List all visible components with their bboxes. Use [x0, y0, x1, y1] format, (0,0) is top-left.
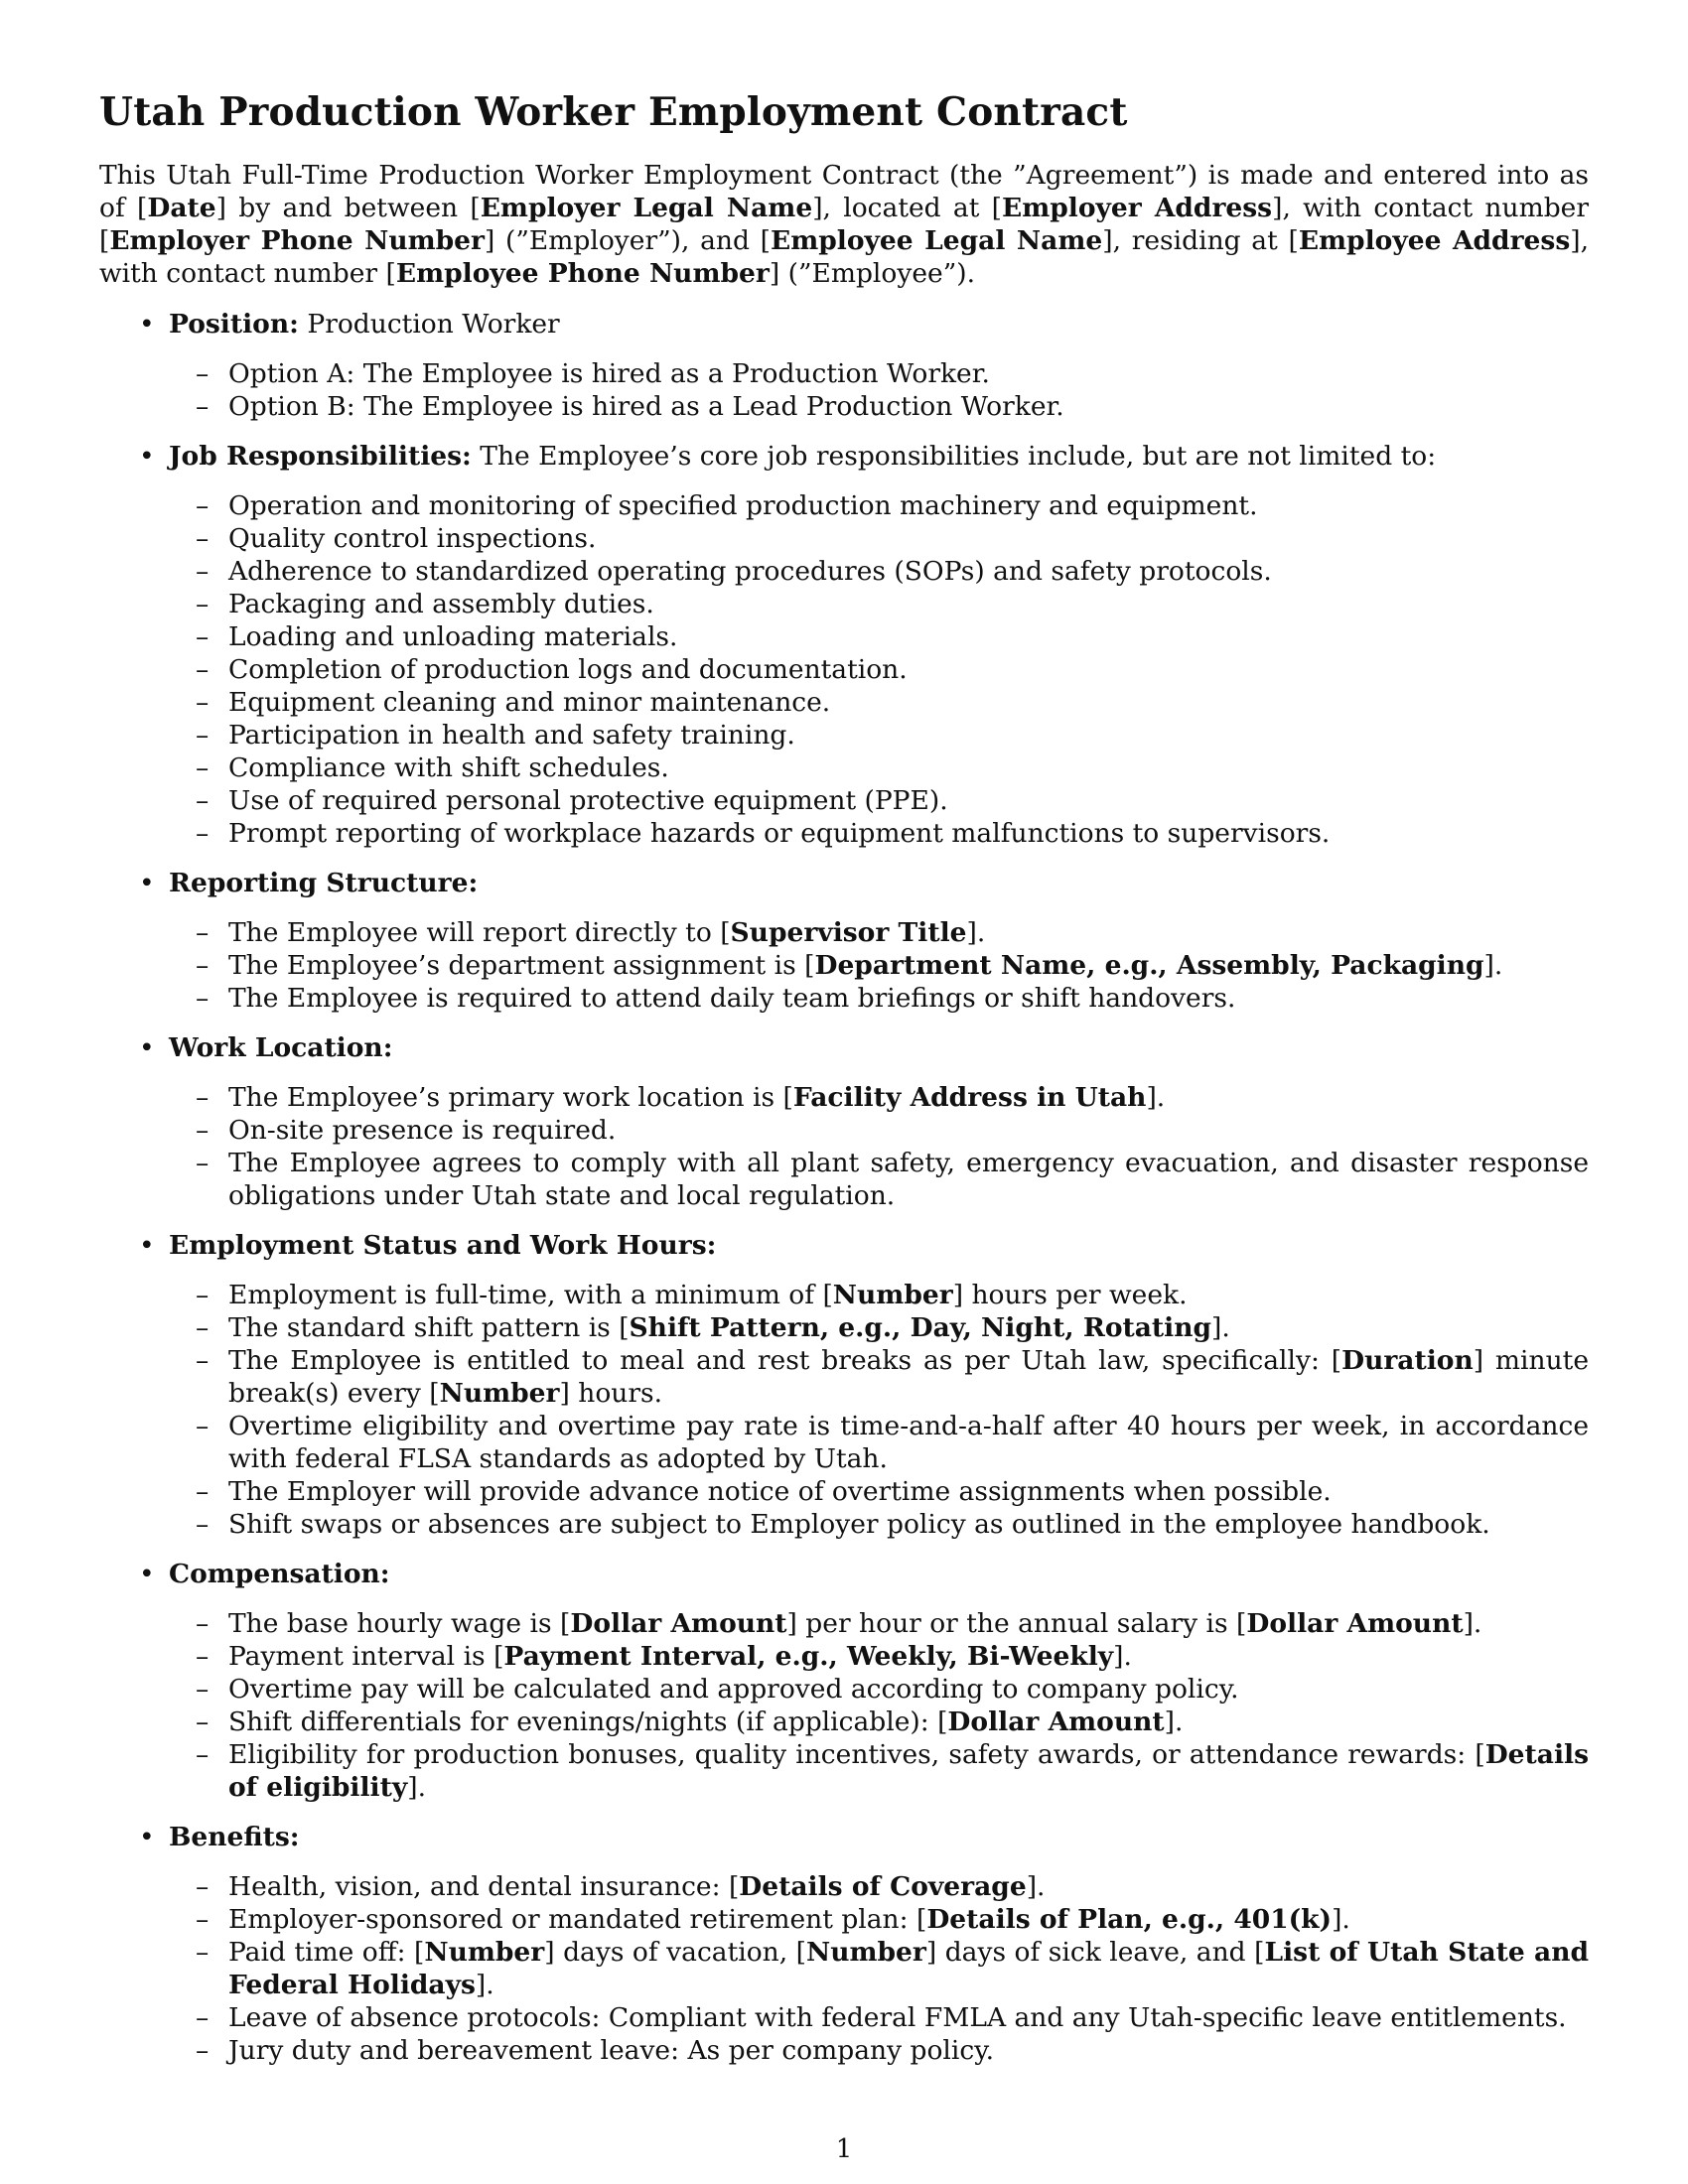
item-text: ].	[1026, 1871, 1046, 1902]
item-text: ].	[1164, 1706, 1184, 1737]
section-heading	[99, 308, 1589, 341]
intro-paragraph	[99, 159, 1589, 290]
position-list	[99, 357, 1589, 423]
placeholder: Dollar Amount	[1246, 1608, 1464, 1639]
list-item	[99, 522, 1589, 555]
intro-text: ], with contact number [	[99, 225, 1589, 289]
placeholder: Dollar Amount	[947, 1706, 1165, 1737]
item-text: Overtime pay will be calculated and approved according to company policy.	[228, 1674, 1239, 1705]
item-text: Health, vision, and dental insurance: [	[228, 1871, 740, 1902]
dash-icon: –	[196, 818, 210, 849]
section-heading	[99, 1558, 1589, 1590]
dash-icon: –	[196, 917, 210, 948]
dash-icon: –	[196, 1345, 210, 1376]
section-heading	[99, 440, 1589, 473]
dash-icon: –	[196, 1312, 210, 1343]
dash-icon: –	[196, 785, 210, 816]
list-item	[99, 620, 1589, 653]
item-text: The base hourly wage is [	[228, 1608, 571, 1639]
item-text: Compliance with shift schedules.	[228, 752, 669, 783]
dash-icon: –	[196, 950, 210, 981]
section-benefits	[99, 1821, 1589, 2067]
item-text: Overtime eligibility and overtime pay rate is time-and-a-half after 40 hours per week, in accordance with federal FLSA standards as adopted by Utah.	[228, 1411, 1589, 1474]
dash-icon: –	[196, 556, 210, 587]
list-item	[99, 916, 1589, 949]
item-text: Shift swaps or absences are subject to Employer policy as outlined in the employee handbook.	[228, 1509, 1490, 1540]
list-item	[99, 1870, 1589, 1903]
item-text: Operation and monitoring of specified production machinery and equipment.	[228, 490, 1258, 521]
section-label: Position:	[169, 309, 299, 340]
list-item	[99, 1279, 1589, 1311]
section-heading	[99, 1031, 1589, 1064]
item-text: ] minute break(s) every [	[228, 1345, 1589, 1409]
placeholder: Number	[424, 1937, 545, 1968]
dash-icon: –	[196, 490, 210, 521]
dash-icon: –	[196, 1608, 210, 1639]
placeholder: Shift Pattern, e.g., Day, Night, Rotating	[629, 1312, 1212, 1343]
item-text: ].	[1211, 1312, 1230, 1343]
item-text: ].	[1332, 1904, 1350, 1935]
intro-text: ], residing at [	[1102, 225, 1299, 256]
dash-icon: –	[196, 358, 210, 389]
section-reporting	[99, 867, 1589, 1015]
dash-icon: –	[196, 1904, 210, 1935]
list-item	[99, 686, 1589, 719]
list-item	[99, 1081, 1589, 1114]
list-item	[99, 2034, 1589, 2067]
item-text: ].	[1146, 1082, 1166, 1113]
section-responsibilities	[99, 440, 1589, 850]
placeholder: Duration	[1341, 1345, 1474, 1376]
item-text: The Employer will provide advance notice of overtime assignments when possible.	[228, 1476, 1332, 1507]
item-text: ].	[1483, 950, 1503, 981]
list-item	[99, 357, 1589, 390]
item-text: The Employee’s primary work location is [	[228, 1082, 793, 1113]
item-text: Prompt reporting of workplace hazards or equipment malfunctions to supervisors.	[228, 818, 1331, 849]
item-text: The standard shift pattern is [	[228, 1312, 630, 1343]
item-text: Employment is full-time, with a minimum of [	[228, 1280, 833, 1310]
dash-icon: –	[196, 1411, 210, 1441]
dash-icon: –	[196, 1280, 210, 1310]
section-label: Reporting Structure:	[169, 868, 479, 898]
dash-icon: –	[196, 1937, 210, 1968]
section-location	[99, 1031, 1589, 1212]
list-item	[99, 1673, 1589, 1706]
item-text: The Employee will report directly to [	[228, 917, 731, 948]
page-title: Utah Production Worker Employment Contract	[99, 89, 1128, 135]
intro-text: ], with contact number [	[99, 193, 1590, 256]
dash-icon: –	[196, 654, 210, 685]
item-text: ].	[1463, 1608, 1482, 1639]
item-text: The Employee’s department assignment is [	[228, 950, 815, 981]
placeholder: Details of Coverage	[739, 1871, 1027, 1902]
item-text: Adherence to standardized operating procedures (SOPs) and safety protocols.	[228, 556, 1272, 587]
placeholder-employee-phone: Employee Phone Number	[395, 258, 770, 289]
list-item	[99, 1508, 1589, 1541]
item-text: Option A: The Employee is hired as a Production Worker.	[228, 358, 990, 389]
location-list	[99, 1081, 1589, 1212]
list-item	[99, 1903, 1589, 1936]
section-label: Benefits:	[169, 1822, 300, 1852]
item-text: Shift differentials for evenings/nights (if applicable): [	[228, 1706, 948, 1737]
bullet-icon: •	[139, 868, 155, 898]
list-item	[99, 1344, 1589, 1410]
dash-icon: –	[196, 1148, 210, 1178]
placeholder: Supervisor Title	[730, 917, 967, 948]
dash-icon: –	[196, 1082, 210, 1113]
bullet-icon: •	[139, 309, 155, 340]
section-compensation	[99, 1558, 1589, 1804]
intro-text: ] (”Employee”).	[769, 258, 976, 289]
dash-icon: –	[196, 1674, 210, 1705]
intro-text: ] (”Employer”), and [	[484, 225, 772, 256]
item-text: Quality control inspections.	[228, 523, 597, 554]
placeholder-employer-name: Employer Legal Name	[480, 193, 813, 223]
section-label: Compensation:	[169, 1559, 390, 1589]
section-heading	[99, 867, 1589, 899]
placeholder: Number	[439, 1378, 560, 1409]
section-position	[99, 308, 1589, 423]
item-text: ] hours per week.	[952, 1280, 1188, 1310]
list-item	[99, 982, 1589, 1015]
list-item	[99, 588, 1589, 620]
list-item	[99, 719, 1589, 751]
section-label: Employment Status and Work Hours:	[169, 1230, 717, 1261]
item-text: ].	[966, 917, 986, 948]
dash-icon: –	[196, 1739, 210, 1770]
bullet-icon: •	[139, 1822, 155, 1852]
dash-icon: –	[196, 1115, 210, 1146]
item-text: Equipment cleaning and minor maintenance.	[228, 687, 831, 718]
list-item	[99, 949, 1589, 982]
list-item	[99, 751, 1589, 784]
item-text: Paid time off: [	[228, 1937, 425, 1968]
item-text: ] days of vacation, [	[544, 1937, 806, 1968]
item-text: ] hours.	[559, 1378, 663, 1409]
intro-text: ] by and between [	[215, 193, 481, 223]
item-text: Use of required personal protective equipment (PPE).	[228, 785, 948, 816]
item-text: The Employee is required to attend daily team briefings or shift handovers.	[228, 983, 1236, 1014]
dash-icon: –	[196, 2035, 210, 2066]
intro-text: This Utah Full-Time Production Worker Employment Contract (the ”Agreement”) is made and entered into as of [	[99, 160, 1589, 223]
intro-text: ], located at [	[812, 193, 1002, 223]
list-item	[99, 1607, 1589, 1640]
item-text: The Employee is entitled to meal and rest breaks as per Utah law, specifically: [	[228, 1345, 1342, 1376]
list-item	[99, 1738, 1589, 1804]
contract-sections	[99, 308, 1589, 2084]
item-text: ] per hour or the annual salary is [	[786, 1608, 1247, 1639]
list-item	[99, 390, 1589, 423]
item-text: On-site presence is required.	[228, 1115, 617, 1146]
dash-icon: –	[196, 983, 210, 1014]
item-text: Jury duty and bereavement leave: As per company policy.	[228, 2035, 995, 2066]
section-label: Work Location:	[169, 1032, 393, 1063]
list-item	[99, 1114, 1589, 1147]
placeholder: Department Name, e.g., Assembly, Packaging	[814, 950, 1484, 981]
section-status	[99, 1229, 1589, 1541]
list-item	[99, 1640, 1589, 1673]
status-list	[99, 1279, 1589, 1541]
placeholder: List of Utah State and Federal Holidays	[228, 1937, 1589, 2000]
placeholder: Number	[832, 1280, 953, 1310]
item-text: Eligibility for production bonuses, quality incentives, safety awards, or attendance rewards: [	[228, 1739, 1485, 1770]
dash-icon: –	[196, 523, 210, 554]
placeholder: Number	[805, 1937, 926, 1968]
placeholder: Facility Address in Utah	[792, 1082, 1147, 1113]
item-text: Option B: The Employee is hired as a Lead Production Worker.	[228, 391, 1064, 422]
list-item	[99, 817, 1589, 850]
placeholder-date: Date	[147, 193, 216, 223]
item-text: ].	[475, 1970, 494, 2000]
bullet-icon: •	[139, 1559, 155, 1589]
list-item	[99, 2001, 1589, 2034]
dash-icon: –	[196, 1509, 210, 1540]
benefits-list	[99, 1870, 1589, 2067]
dash-icon: –	[196, 720, 210, 751]
placeholder: Details of eligibility	[228, 1739, 1589, 1803]
responsibilities-list	[99, 489, 1589, 850]
dash-icon: –	[196, 687, 210, 718]
placeholder: Details of Plan, e.g., 401(k)	[926, 1904, 1333, 1935]
item-text: ].	[1113, 1641, 1132, 1672]
list-item	[99, 1706, 1589, 1738]
section-heading	[99, 1229, 1589, 1262]
item-text: ].	[407, 1772, 427, 1803]
dash-icon: –	[196, 752, 210, 783]
list-item	[99, 1147, 1589, 1212]
item-text: Packaging and assembly duties.	[228, 589, 654, 619]
item-text: ] days of sick leave, and [	[925, 1937, 1265, 1968]
placeholder-employer-phone: Employer Phone Number	[109, 225, 485, 256]
list-item	[99, 555, 1589, 588]
placeholder-employee-name: Employee Legal Name	[771, 225, 1103, 256]
item-text: Loading and unloading materials.	[228, 621, 678, 652]
dash-icon: –	[196, 1706, 210, 1737]
placeholder: Payment Interval, e.g., Weekly, Bi-Weekly	[503, 1641, 1114, 1672]
bullet-icon: •	[139, 1230, 155, 1261]
dash-icon: –	[196, 621, 210, 652]
item-text: The Employee agrees to comply with all plant safety, emergency evacuation, and disaster response obligations under Utah state and local regulation.	[228, 1148, 1589, 1211]
section-value: The Employee’s core job responsibilities include, but are not limited to:	[480, 441, 1437, 472]
bullet-icon: •	[139, 441, 155, 472]
list-item	[99, 653, 1589, 686]
dash-icon: –	[196, 1641, 210, 1672]
item-text: Payment interval is [	[228, 1641, 504, 1672]
compensation-list	[99, 1607, 1589, 1804]
dash-icon: –	[196, 2002, 210, 2033]
list-item	[99, 1410, 1589, 1475]
list-item	[99, 784, 1589, 817]
dash-icon: –	[196, 391, 210, 422]
list-item	[99, 489, 1589, 522]
item-text: Leave of absence protocols: Compliant with federal FMLA and any Utah-specific leave entitlements.	[228, 2002, 1567, 2033]
dash-icon: –	[196, 1871, 210, 1902]
item-text: Completion of production logs and documentation.	[228, 654, 908, 685]
list-item	[99, 1475, 1589, 1508]
dash-icon: –	[196, 589, 210, 619]
item-text: Participation in health and safety training.	[228, 720, 795, 751]
page-number: 1	[835, 2134, 853, 2164]
reporting-list	[99, 916, 1589, 1015]
item-text: Employer-sponsored or mandated retirement plan: [	[228, 1904, 927, 1935]
placeholder-employee-address: Employee Address	[1298, 225, 1571, 256]
bullet-icon: •	[139, 1032, 155, 1063]
section-heading	[99, 1821, 1589, 1853]
section-value: Production Worker	[307, 309, 560, 340]
list-item	[99, 1311, 1589, 1344]
placeholder: Dollar Amount	[570, 1608, 787, 1639]
dash-icon: –	[196, 1476, 210, 1507]
section-label: Job Responsibilities:	[169, 441, 472, 472]
placeholder-employer-address: Employer Address	[1002, 193, 1273, 223]
list-item	[99, 1936, 1589, 2001]
